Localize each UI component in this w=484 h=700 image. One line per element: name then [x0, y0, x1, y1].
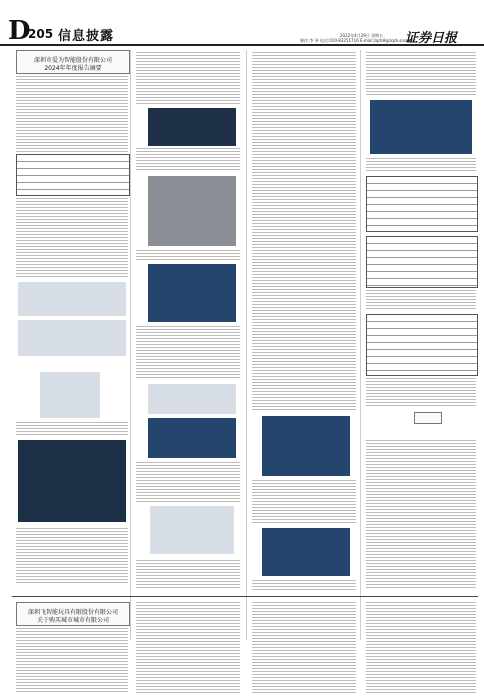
section-title: 信息披露: [58, 29, 115, 44]
announcement-title-box: [16, 50, 130, 74]
text-block: [136, 560, 240, 590]
text-block: [366, 158, 476, 172]
page-header: [0, 0, 484, 46]
announcement-title-box: [16, 602, 130, 626]
announcement-title: 2024年年度报告摘要: [44, 65, 102, 72]
dashboard-photo: [148, 108, 236, 146]
text-block: [366, 52, 476, 96]
text-block: [252, 52, 356, 412]
data-table: [366, 314, 478, 376]
field-photo: [148, 176, 236, 246]
text-block: [252, 580, 356, 592]
text-block: [136, 462, 240, 502]
text-block: [16, 198, 128, 278]
drone-photo: [148, 384, 236, 414]
map-photo: [148, 264, 236, 322]
text-block: [16, 528, 128, 584]
text-block: [366, 440, 476, 590]
platform-photo: [262, 416, 350, 476]
announcement-company: 深圳飞智能玩具有限股份有限公司: [27, 609, 118, 616]
newspaper-logo: 证券日报: [405, 31, 458, 46]
screen-photo: [18, 440, 126, 522]
product-photo: [18, 320, 126, 356]
text-block: [136, 326, 240, 380]
date-line: 2022年4月29日 星期五: [340, 33, 384, 38]
data-table: [16, 154, 130, 196]
text-block: [16, 76, 128, 152]
product-photo: [40, 372, 100, 418]
section-number: 205: [28, 27, 54, 41]
text-block: [16, 422, 128, 436]
text-block: [366, 378, 476, 406]
column-divider: [246, 50, 247, 640]
platform-photo: [262, 528, 350, 576]
text-block: [136, 148, 240, 172]
column-divider: [360, 50, 361, 640]
dashboard-photo: [370, 100, 472, 154]
announcement-title: 关于购买城市城市有限公司: [36, 617, 109, 624]
text-block: [366, 602, 476, 694]
contact-line: 制作:李 琴 电话:010-83251716 E-mail:zqrb9@zqrb.sina.net: [300, 38, 416, 43]
text-block: [366, 290, 476, 310]
data-table: [366, 176, 478, 232]
text-block: [252, 480, 356, 524]
text-block: [136, 250, 240, 262]
text-block: [136, 602, 240, 694]
text-block: [136, 52, 240, 104]
product-photo: [18, 282, 126, 316]
column-divider: [130, 50, 131, 640]
section-letter: D: [8, 16, 31, 46]
dashboard-photo: [148, 418, 236, 458]
diagram-photo: [150, 506, 234, 554]
announcement-company: 深圳市爱为智能股份有限公司: [33, 57, 112, 64]
signature-box: [414, 412, 442, 424]
section-separator: [12, 596, 478, 597]
text-block: [16, 628, 128, 694]
text-block: [252, 602, 356, 694]
data-table: [366, 236, 478, 288]
